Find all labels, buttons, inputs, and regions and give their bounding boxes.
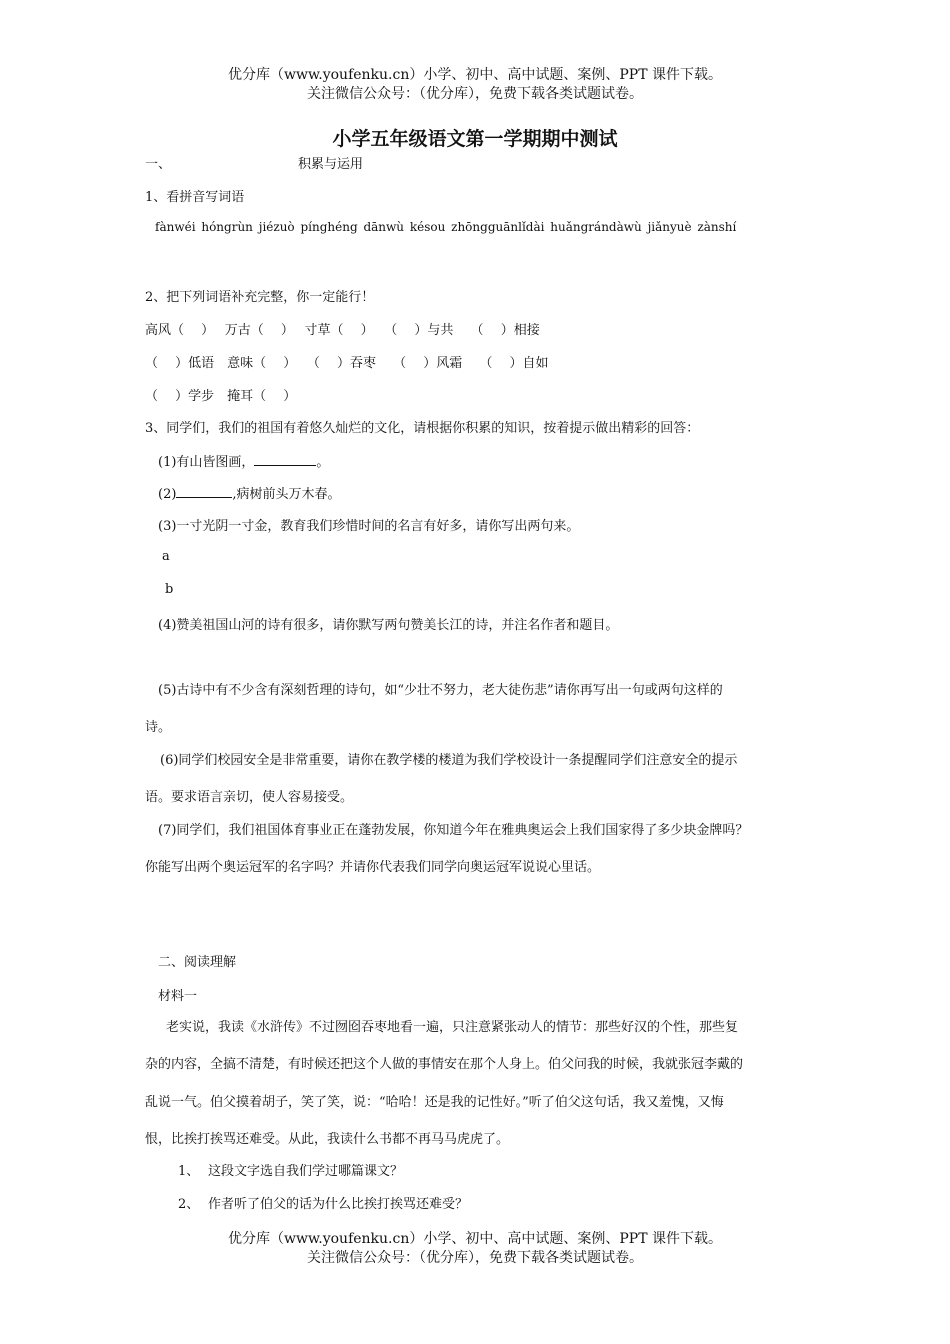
answer-blank-2[interactable]: [176, 485, 232, 498]
footer-line-2: 关注微信公众号：（优分库），免费下载各类试题试卷。: [307, 1250, 643, 1266]
question-1-label: 1、看拼音写词语: [145, 190, 245, 205]
header-line-2: 关注微信公众号：（优分库），免费下载各类试题试卷。: [307, 86, 643, 102]
subquestion-6-line-1: (6)同学们校园安全是非常重要，请你在教学楼的楼道为我们学校设计一条提醒同学们注意安全的提示: [160, 753, 738, 768]
subquestion-4: (4)赞美祖国山河的诗有很多，请你默写两句赞美长江的诗，并注名作者和题目。: [158, 618, 619, 633]
reading-question-1-number: 1、: [178, 1164, 200, 1179]
subquestion-2-end: ,病树前头万木春。: [232, 487, 341, 502]
page-title: 小学五年级语文第一学期期中测试: [332, 128, 618, 150]
reading-question-2-number: 2、: [178, 1197, 200, 1212]
subquestion-1-text: (1)有山皆图画，: [158, 455, 255, 470]
idiom-row-2: （ ）低语 意味（ ） （ ）吞枣 （ ）风霜 （ ）自如: [145, 356, 549, 371]
answer-label-b: b: [165, 582, 174, 597]
idiom-row-1: 高风（ ） 万古（ ） 寸草（ ） （ ）与共 （ ）相接: [145, 323, 540, 338]
question-3-label: 3、同学们，我们的祖国有着悠久灿烂的文化，请根据你积累的知识，按着提示做出精彩的回答：: [145, 421, 700, 436]
subquestion-2-text: (2): [158, 487, 177, 502]
subquestion-2: [158, 483, 341, 502]
subquestion-5-line-2: 诗。: [145, 720, 172, 735]
idiom-row-3: （ ）学步 掩耳（ ）: [145, 389, 297, 404]
section-2-heading: 二、阅读理解: [158, 955, 237, 970]
reading-paragraph-line-3: 乱说一气。伯父摸着胡子，笑了笑，说：“哈哈！还是我的记性好。”听了伯父这句话，我又羞愧，又悔: [145, 1095, 724, 1110]
answer-label-a: a: [162, 549, 170, 564]
header-line-1: 优分库（www.youfenku.cn）小学、初中、高中试题、案例、PPT 课件下载。: [227, 67, 722, 83]
subquestion-5-line-1: (5)古诗中有不少含有深刻哲理的诗句，如“少壮不努力，老大徒伤悲”请你再写出一句或两句这样的: [158, 683, 723, 698]
pinyin-words: fànwéi hóngrùn jiézuò pínghéng dānwù késou zhōngguānlǐdài huǎngrándàwù jiǎnyuè zànshí: [155, 220, 737, 234]
subquestion-1-end: 。: [316, 455, 330, 470]
reading-question-2: 作者听了伯父的话为什么比挨打挨骂还难受？: [208, 1197, 469, 1212]
subquestion-3: (3)一寸光阴一寸金，教育我们珍惜时间的名言有好多，请你写出两句来。: [158, 519, 580, 534]
footer-line-1: 优分库（www.youfenku.cn）小学、初中、高中试题、案例、PPT 课件下载。: [227, 1231, 722, 1247]
question-2-label: 2、把下列词语补充完整，你一定能行！: [145, 290, 375, 305]
section-1-number: 一、: [145, 157, 172, 172]
reading-paragraph-line-1: 老实说，我读《水浒传》不过囫囵吞枣地看一遍，只注意紧张动人的情节：那些好汉的个性，那些复: [166, 1020, 739, 1035]
reading-question-1: 这段文字选自我们学过哪篇课文？: [208, 1164, 404, 1179]
reading-paragraph-line-4: 恨，比挨打挨骂还难受。从此，我读什么书都不再马马虎虎了。: [145, 1132, 510, 1147]
answer-blank-1[interactable]: [254, 453, 316, 466]
material-label: 材料一: [158, 989, 198, 1004]
subquestion-6-line-2: 语。要求语言亲切，使人容易接受。: [145, 790, 354, 805]
subquestion-7-line-2: 你能写出两个奥运冠军的名字吗？并请你代表我们同学向奥运冠军说说心里话。: [145, 860, 601, 875]
subquestion-7-line-1: (7)同学们，我们祖国体育事业正在蓬勃发展，你知道今年在雅典奥运会上我们国家得了多少块金牌吗？: [158, 823, 749, 838]
section-1-heading: 积累与运用: [298, 157, 364, 172]
subquestion-1: [158, 451, 329, 470]
reading-paragraph-line-2: 杂的内容，全搞不清楚，有时候还把这个人做的事情安在那个人身上。伯父问我的时候，我就张冠李戴的: [145, 1057, 744, 1072]
